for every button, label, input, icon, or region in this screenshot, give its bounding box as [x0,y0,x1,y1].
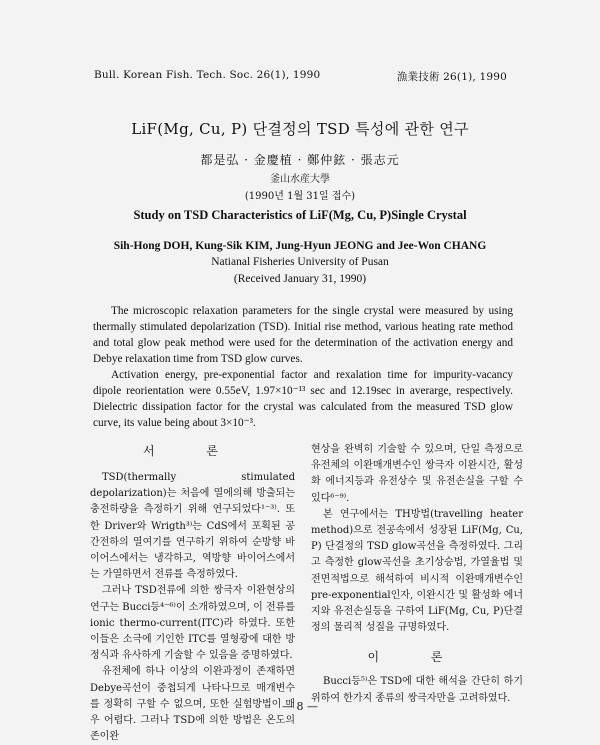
section-heading-theory: 이 론 [367,650,467,665]
page-number: — 8 — [282,700,318,713]
received-date-korean: (1990년 1월 31일 접수) [244,191,356,202]
body-paragraph: 그러나 TSD전류에 의한 쌍극자 이완현상의 연구는 Bucci등⁴⁻⁶⁾이 소개하였으며, 이 전류를 ionic thermo-current(ITC)라 하였다. 또한 이들은 소극에 기인한 ITC를 열형광에 대한 방정식과 유사하게 기술할 수 있음을 증명하였다. [90,585,295,662]
body-paragraph: 유전체에 하나 이상의 이완과정이 존재하면 Debye곡선이 중첩되게 나타나므로 매개변수를 정확히 구할 수 없으며, 또한 실험방법이 매우 어렵다. 그러나 TSD에 의한 방법은 온도의존이완 [90,666,295,743]
received-date-english: (Received January 31, 1990) [233,273,367,285]
affiliation-english: Natianal Fisheries University of Pusan [211,256,389,268]
section-heading-introduction: 서 론 [143,444,242,458]
abstract [93,303,513,431]
abstract-paragraph: The microscopic relaxation parameters for the single crystal were measured by using thermally stimulated depolarization (TSD). Initial rise method, various heating rate method and total glow peak method were used for the determination of the activation energy and Debye relaxation time from TSD glow curves. [93,305,513,365]
body-paragraph: TSD(thermally stimulated depolarization)는 처음에 열에의해 방출되는 충전하량을 측정하기 위해 연구되었다¹⁻³⁾. 또한 Driver와 Wrigth³⁾는 CdS에서 포획된 공간전하의 열여기를 연구하기 위하여 순방향 바이어스에서는 냉각하고, 역방향 바이어스에서는 가열하면서 전류를 측정하였다. [90,472,295,581]
body-paragraph: 본 연구에서는 TH방법(travelling heater method)으로 전공속에서 성장된 LiF(Mg, Cu, P) 단결정의 TSD glow곡선을 측정하였다. 그리고 측정한 glow곡선을 초기상승법, 가열율법 및 전면적법으로 해석하여 비시적 이완매개변수인 pre-exponential인자, 이완시간 및 활성화 에너지와 유전손실등을 구하여 LiF(Mg, Cu, P)단결정의 물리적 성질을 규명하였다. [311,508,523,634]
affiliation-korean: 釜山水産大學 [270,174,330,185]
body-paragraph: 현상을 완벽히 기술할 수 있으며, 단일 측정으로 유전체의 이완매개변수인 쌍극자 이완시간, 활성화 에너지등과 유전상수 및 유전손실을 구할 수 있다⁶⁻⁹⁾. [311,444,523,504]
right-column [311,442,523,707]
journal-header-right: 漁業技術 26(1), 1990 [396,71,507,83]
journal-header-left: Bull. Korean Fish. Tech. Soc. 26(1), 1990 [94,69,321,81]
authors-english: Sih-Hong DOH, Kung-Sik KIM, Jung-Hyun JEONG and Jee-Won CHANG [113,240,487,252]
body-paragraph: Bucci등⁵⁾은 TSD에 대한 해석을 간단히 하기 위하여 한가지 종류의 쌍극자만을 고려하였다. [311,676,523,704]
title-english: Study on TSD Characteristics of LiF(Mg, Cu, P)Single Crystal [133,208,467,222]
abstract-paragraph: Activation energy, pre-exponential factor and rexalation time for impurity-vacancy dipole reorientation were 0.55eV, 1.97×10⁻¹³ sec and 12.19sec in averarge, respectively. Dielectric dissipation factor for the crystal was calculated from the measured TSD glow curve, its value being about 3×10⁻³. [93,369,513,429]
title-korean: LiF(Mg, Cu, P) 단결정의 TSD 특성에 관한 연구 [131,120,469,138]
authors-korean: 都是弘 · 金慶植 · 鄭仲鉉 · 張志元 [200,153,400,167]
